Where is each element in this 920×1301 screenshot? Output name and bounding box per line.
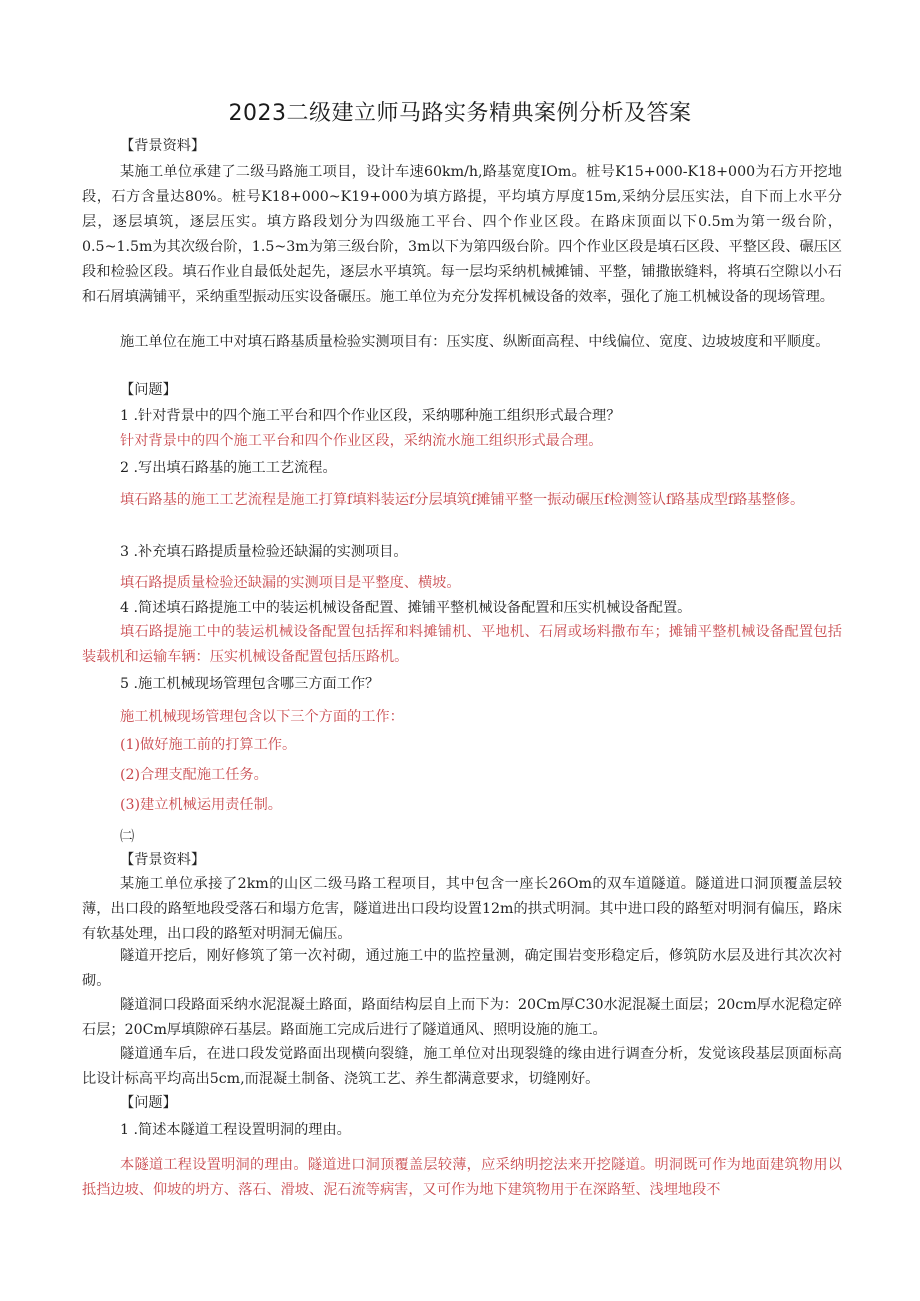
case1-background-heading: 【背景资料】	[120, 138, 206, 154]
section-separator: ㈡	[120, 829, 135, 845]
case1-answer-5-item-3: (3)建立机械运用责任制。	[120, 797, 282, 813]
case2-background-paragraph-1: 某施工单位承接了2km的山区二级马路工程项目，其中包含一座长26Om的双车道隧道。隧道进口洞顶覆盖层较薄，出口段的路堑地段受落石和塌方危害，隧道进出口段均设置12m的拱式明洞。其中进口段的路堑对明洞有偏压，路床有软基处理，出口段的路堑对明洞无偏压。	[82, 876, 842, 942]
case1-answer-3: 填石路提质量检验还缺漏的实测项目是平整度、横坡。	[120, 575, 461, 591]
case2-background-paragraph-4: 隧道通车后，在进口段发觉路面出现横向裂缝，施工单位对出现裂缝的缘由进行调查分析，发觉该段基层顶面标高比设计标高平均高出5cm,而混凝土制备、浇筑工艺、养生都满意要求，切缝刚好。	[82, 1046, 842, 1087]
case1-question-heading: 【问题】	[120, 382, 177, 398]
case2-question-1: 1 .简述本隧道工程设置明洞的理由。	[120, 1122, 351, 1138]
case2-background-paragraph-3: 隧道洞口段路面采纳水泥混凝土路面，路面结构层自上而下为：20Cm厚C30水泥混凝土面层；20cm厚水泥稳定碎石层；20Cm厚填隙碎石基层。路面施工完成后进行了隧道通风、照明设施的施工。	[82, 997, 842, 1038]
case1-question-5: 5 .施工机械现场管理包含哪三方面工作？	[120, 676, 380, 692]
case2-answer-1: 本隧道工程设置明洞的理由。隧道进口洞顶覆盖层较薄，应采纳明挖法来开挖隧道。明洞既可作为地面建筑物用以抵挡边坡、仰坡的坍方、落石、滑坡、泥石流等病害，又可作为地下建筑物用于在深路堑、浅埋地段不	[82, 1157, 842, 1198]
case2-background-heading: 【背景资料】	[120, 852, 206, 868]
case1-question-2: 2 .写出填石路基的施工工艺流程。	[120, 460, 337, 476]
case1-answer-1: 针对背景中的四个施工平台和四个作业区段，采纳流水施工组织形式最合理。	[120, 433, 603, 449]
case1-question-4: 4 .简述填石路提施工中的装运机械设备配置、摊铺平整机械设备配置和压实机械设备配置。	[120, 600, 692, 616]
case2-question-heading: 【问题】	[120, 1095, 177, 1111]
case1-background-paragraph-1: 某施工单位承建了二级马路施工项目，设计车速60km/h,路基宽度IOm。桩号K15+000-K18+000为石方开挖地段，石方含量达80%。桩号K18+000~K19+000为填方路提，平均填方厚度15m,采纳分层压实法，自下而上水平分层，逐层填筑，逐层压实。填方路段划分为四级施工平台、四个作业区段。在路床顶面以下0.5m为第一级台阶，0.5~1.5m为其次级台阶，1.5~3m为第三级台阶，3m以下为第四级台阶。四个作业区段是填石区段、平整区段、碾压区段和检验区段。填石作业自最低处起先，逐层水平填筑。每一层均采纳机械摊铺、平整，铺撒嵌缝料，将填石空隙以小石和石屑填满铺平，采纳重型振动压实设备碾压。施工单位为充分发挥机械设备的效率，强化了施工机械设备的现场管理。	[82, 164, 842, 305]
case1-answer-5-item-2: (2)合理支配施工任务。	[120, 767, 268, 783]
case1-answer-5-item-1: (1)做好施工前的打算工作。	[120, 737, 297, 753]
page-title: 2023二级建立师马路实务精典案例分析及答案	[228, 101, 692, 126]
case1-background-paragraph-2: 施工单位在施工中对填石路基质量检验实测项目有：压实度、纵断面高程、中线偏位、宽度、边坡坡度和平顺度。	[120, 334, 830, 350]
case1-question-1: 1 .针对背景中的四个施工平台和四个作业区段，采纳哪种施工组织形式最合理？	[120, 408, 621, 424]
case1-answer-2: 填石路基的施工工艺流程是施工打算f填料装运f分层填筑f摊铺平整一振动碾压f检测签认f路基成型f路基整修。	[120, 492, 805, 508]
case1-question-3: 3 .补充填石路提质量检验还缺漏的实测项目。	[120, 544, 408, 560]
case2-background-paragraph-2: 隧道开挖后，刚好修筑了第一次衬砌，通过施工中的监控量测，确定围岩变形稳定后，修筑防水层及进行其次次衬砌。	[82, 948, 842, 989]
case1-answer-5-intro: 施工机械现场管理包含以下三个方面的工作：	[120, 709, 404, 725]
case1-answer-4: 填石路提施工中的装运机械设备配置包括挥和料摊铺机、平地机、石屑或场料撒布车；摊铺平整机械设备配置包括装载机和运输车辆：压实机械设备配置包括压路机。	[82, 624, 842, 665]
